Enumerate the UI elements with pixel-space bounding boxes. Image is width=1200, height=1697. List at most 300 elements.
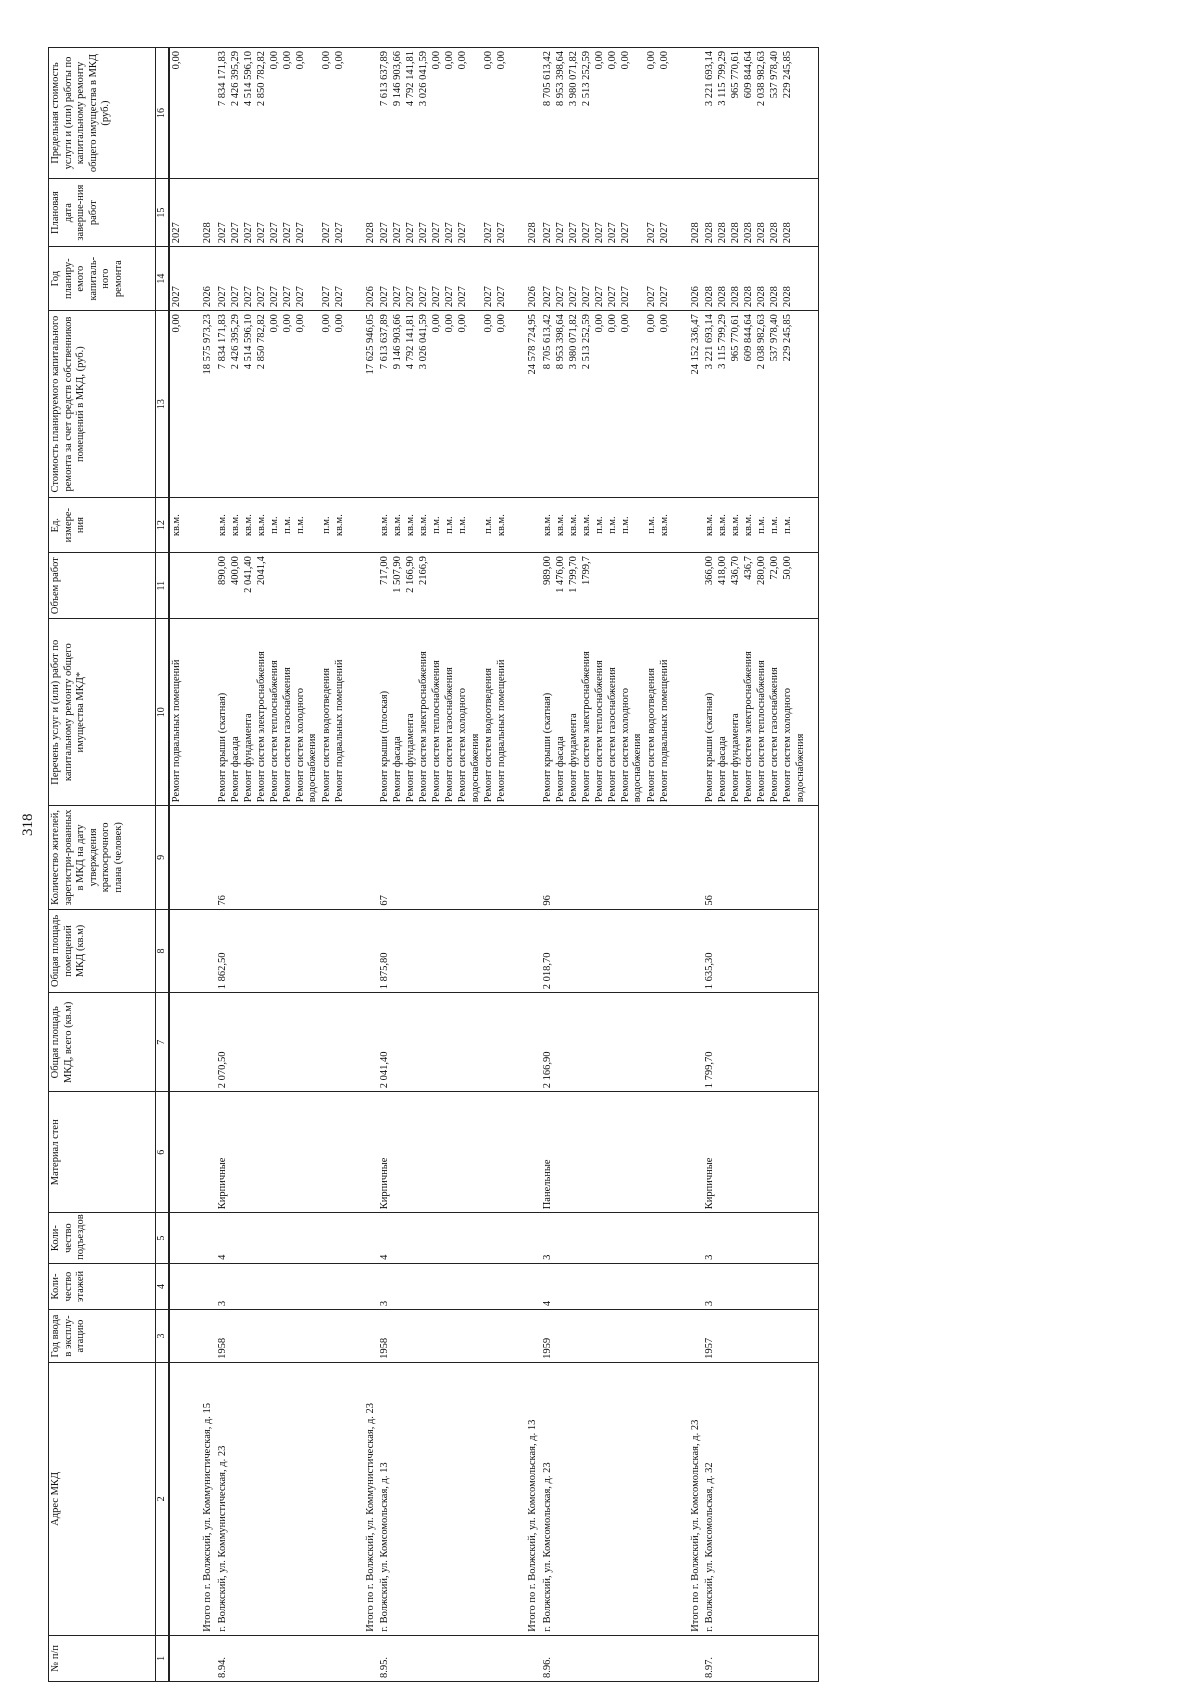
work-unit xyxy=(169,498,194,553)
work-volume-line xyxy=(431,556,444,615)
work-limit-cost-line: 0,00 xyxy=(281,51,293,70)
empty-cell xyxy=(194,1213,216,1264)
commission-year: 1959 xyxy=(541,1310,682,1363)
empty-cell xyxy=(682,619,704,806)
work-unit-line: п.м. xyxy=(769,516,781,534)
work-unit-line: п.м. xyxy=(294,516,306,534)
work-name-line: Ремонт систем холодного водоснабжения xyxy=(294,688,319,803)
empty-cell xyxy=(682,1263,704,1309)
work-limit-cost-line: 0,00 xyxy=(606,51,618,70)
premises-area: 1 862,50 xyxy=(216,909,357,993)
work-name-line: Ремонт фасада xyxy=(554,736,566,803)
column-number-15: 15 xyxy=(156,179,170,247)
total-area: 1 799,70 xyxy=(703,993,819,1092)
work-limit-cost xyxy=(703,48,819,179)
work-volume-line xyxy=(444,556,457,615)
work-cost-line: 2 513 252,59 xyxy=(580,314,592,370)
work-cost-line: 3 115 799,29 xyxy=(717,314,729,369)
work-cost-line: 0,00 xyxy=(171,314,182,333)
column-number-8: 8 xyxy=(156,909,170,993)
total-area xyxy=(169,993,194,1092)
work-unit-line: п.м. xyxy=(320,516,332,534)
column-header-10: Перечень услуг и (или) работ по капитальному ремонту общего имущества МКД* xyxy=(49,619,156,806)
work-end-date-line: 2028 xyxy=(704,222,716,244)
work-volume-line: 1799,7 xyxy=(580,556,592,586)
work-end-date-line: 2027 xyxy=(418,222,430,244)
empty-cell xyxy=(194,806,216,909)
work-cost xyxy=(703,311,819,498)
work-volume-line: 436,70 xyxy=(730,556,742,586)
work-end-date-line: 2027 xyxy=(606,222,618,244)
work-cost-line: 9 146 903,66 xyxy=(392,314,404,370)
empty-cell xyxy=(682,1092,704,1213)
column-number-4: 4 xyxy=(156,1263,170,1309)
work-limit-cost-line: 609 844,64 xyxy=(743,51,755,99)
work-year-line: 2027 xyxy=(229,286,241,308)
work-name-line: Ремонт систем газоснабжения xyxy=(281,667,293,803)
work-volume-line: 50,00 xyxy=(782,556,794,580)
work-limit-cost-line: 0,00 xyxy=(294,51,306,70)
work-cost-line: 965 770,61 xyxy=(730,314,742,362)
work-cost-line: 0,00 xyxy=(483,314,495,333)
work-volume-line: 2041,4 xyxy=(255,556,267,586)
work-end-date xyxy=(541,179,682,247)
work-year-line: 2027 xyxy=(431,286,443,308)
work-end-date-line: 2027 xyxy=(593,222,605,244)
work-limit-cost-line: 3 221 693,14 xyxy=(704,51,716,107)
work-cost-line: 0,00 xyxy=(606,314,618,333)
work-unit-line: п.м. xyxy=(756,516,768,534)
empty-cell xyxy=(519,1263,541,1309)
work-year-line: 2027 xyxy=(333,286,345,308)
work-name-line: Ремонт крыши (скатная) xyxy=(704,692,716,803)
column-number-13: 13 xyxy=(156,311,170,498)
work-limit-cost-line: 9 146 903,66 xyxy=(392,51,404,107)
column-header-2: Адрес МКД xyxy=(49,1362,156,1635)
total-cost: 17 625 946,05 xyxy=(357,311,379,498)
work-limit-cost xyxy=(169,48,194,179)
total-area: 2 166,90 xyxy=(541,993,682,1092)
wall-material xyxy=(169,1092,194,1213)
page-number-text: 318 xyxy=(20,813,36,836)
work-name-line: Ремонт крыши (плоская) xyxy=(379,690,391,803)
row-number xyxy=(194,1635,216,1681)
work-limit-cost-line: 0,00 xyxy=(483,51,495,70)
work-cost-line: 0,00 xyxy=(444,314,456,333)
empty-cell xyxy=(194,909,216,993)
work-cost-line: 8 705 613,42 xyxy=(541,314,553,370)
work-year-line: 2028 xyxy=(756,286,768,308)
entrances-count xyxy=(169,1213,194,1264)
work-volume xyxy=(169,553,194,619)
total-cost: 24 578 724,95 xyxy=(519,311,541,498)
work-limit-cost-line: 8 953 398,64 xyxy=(554,51,566,107)
column-number-5: 5 xyxy=(156,1213,170,1264)
work-end-date-line: 2027 xyxy=(268,222,280,244)
work-unit-line: кв.м. xyxy=(392,514,404,537)
work-end-date xyxy=(169,179,194,247)
work-volume-line xyxy=(646,556,659,615)
work-limit-cost-line: 0,00 xyxy=(320,51,332,70)
floors-count: 3 xyxy=(378,1263,519,1309)
work-end-date-line: 2028 xyxy=(730,222,742,244)
work-limit-cost-line: 3 115 799,29 xyxy=(717,51,729,106)
work-end-date-line: 2027 xyxy=(379,222,391,244)
column-number-14: 14 xyxy=(156,247,170,311)
capital-repair-table xyxy=(48,47,819,1682)
work-limit-cost-line: 0,00 xyxy=(619,51,631,70)
work-name-line: Ремонт фасада xyxy=(392,736,404,803)
work-limit-cost-line: 4 792 141,81 xyxy=(405,51,417,107)
work-year-line: 2027 xyxy=(216,286,228,308)
commission-year: 1957 xyxy=(703,1310,819,1363)
work-end-date-line: 2027 xyxy=(658,222,670,244)
work-unit-line: кв.м. xyxy=(242,514,254,537)
work-name-line: Ремонт систем холодного водоснабжения xyxy=(782,688,806,803)
work-volume-line: 72,00 xyxy=(769,556,781,580)
wall-material: Панельные xyxy=(541,1092,682,1213)
work-volume-line xyxy=(295,556,321,615)
work-name-line: Ремонт фасада xyxy=(717,736,729,803)
work-unit-line: кв.м. xyxy=(379,514,391,537)
floors-count: 3 xyxy=(216,1263,357,1309)
work-limit-cost xyxy=(541,48,682,179)
work-cost xyxy=(378,311,519,498)
work-cost-line: 3 221 693,14 xyxy=(704,314,716,370)
floors-count xyxy=(169,1263,194,1309)
residents-count: 67 xyxy=(378,806,519,909)
wall-material: Кирпичные xyxy=(378,1092,519,1213)
row-number xyxy=(519,1635,541,1681)
work-end-date-line: 2028 xyxy=(717,222,729,244)
work-year xyxy=(703,247,819,311)
work-cost-line: 3 026 041,59 xyxy=(418,314,430,370)
work-end-date-line: 2027 xyxy=(320,222,332,244)
work-end-date-line: 2027 xyxy=(496,222,508,244)
work-name xyxy=(541,619,682,806)
work-unit-line: п.м. xyxy=(645,516,657,534)
work-volume xyxy=(378,553,519,619)
work-cost-line: 609 844,64 xyxy=(743,314,755,362)
empty-cell xyxy=(682,993,704,1092)
work-limit-cost-line: 2 426 395,29 xyxy=(229,51,241,107)
commission-year xyxy=(169,1310,194,1363)
column-number-12: 12 xyxy=(156,498,170,553)
work-year-line: 2028 xyxy=(782,286,794,308)
work-year-line: 2027 xyxy=(541,286,553,308)
row-number: 8.97. xyxy=(703,1635,819,1681)
empty-cell xyxy=(519,1213,541,1264)
work-year-line: 2027 xyxy=(418,286,430,308)
work-limit-cost-line: 7 834 171,83 xyxy=(216,51,228,107)
work-limit-cost-line: 0,00 xyxy=(268,51,280,70)
work-cost-line: 0,00 xyxy=(457,314,469,333)
work-volume-line: 436,7 xyxy=(743,556,755,580)
building-address: г. Волжский, ул. Комсомольская, д. 13 xyxy=(378,1362,519,1635)
work-name-line: Ремонт систем водоотведения xyxy=(320,668,332,803)
work-year-line: 2027 xyxy=(379,286,391,308)
work-unit-line: кв.м. xyxy=(554,514,566,537)
work-name-line: Ремонт систем теплоснабжения xyxy=(756,660,768,803)
work-volume-line xyxy=(282,556,295,615)
empty-cell xyxy=(357,498,379,553)
empty-cell xyxy=(682,806,704,909)
work-cost xyxy=(169,311,194,498)
work-year xyxy=(216,247,357,311)
work-end-date-line: 2028 xyxy=(756,222,768,244)
empty-cell xyxy=(519,498,541,553)
work-end-date-line: 2027 xyxy=(431,222,443,244)
work-volume-line: 1 799,70 xyxy=(567,556,579,593)
work-limit-cost-line: 0,00 xyxy=(457,51,469,70)
work-cost-line: 4 792 141,81 xyxy=(405,314,417,370)
work-name-line: Ремонт крыши (скатная) xyxy=(216,692,228,803)
work-name-line: Ремонт фундамента xyxy=(730,713,742,803)
row-number: 8.95. xyxy=(378,1635,519,1681)
total-year: 2026 xyxy=(519,247,541,311)
empty-cell xyxy=(194,993,216,1092)
empty-cell xyxy=(519,619,541,806)
work-unit-line: кв.м. xyxy=(704,514,716,537)
building-row xyxy=(216,48,357,1682)
work-name-line: Ремонт систем водоотведения xyxy=(483,668,495,803)
building-row xyxy=(703,48,819,1682)
premises-area: 1 875,80 xyxy=(378,909,519,993)
work-year-line: 2027 xyxy=(567,286,579,308)
work-year-line: 2027 xyxy=(554,286,566,308)
rotated-table-container xyxy=(48,47,1158,1682)
commission-year: 1958 xyxy=(378,1310,519,1363)
work-name-line: Ремонт подвальных помещений xyxy=(496,659,508,803)
work-limit-cost-line: 7 613 637,89 xyxy=(379,51,391,107)
work-end-date-line: 2027 xyxy=(457,222,469,244)
work-year-line: 2027 xyxy=(658,286,670,308)
column-number-1: 1 xyxy=(156,1635,170,1681)
work-cost xyxy=(541,311,682,498)
column-header-11: Объем работ xyxy=(49,553,156,619)
row-number: 8.94. xyxy=(216,1635,357,1681)
row-number xyxy=(682,1635,704,1681)
work-volume-line xyxy=(171,556,184,615)
work-unit-line: п.м. xyxy=(483,516,495,534)
work-limit-cost xyxy=(216,48,357,179)
work-volume-line xyxy=(269,556,282,615)
work-cost xyxy=(216,311,357,498)
work-name-line: Ремонт систем электроснабжения xyxy=(255,651,267,803)
work-name-line: Ремонт подвальных помещений xyxy=(171,659,182,803)
entrances-count: 4 xyxy=(378,1213,519,1264)
row-number xyxy=(169,1635,194,1681)
work-end-date-line: 2027 xyxy=(333,222,345,244)
work-name-line: Ремонт крыши (скатная) xyxy=(541,692,553,803)
empty-cell xyxy=(519,909,541,993)
residents-count: 96 xyxy=(541,806,682,909)
work-volume-line xyxy=(620,556,646,615)
work-year-line: 2027 xyxy=(294,286,306,308)
work-limit-cost-line: 3 026 041,59 xyxy=(418,51,430,107)
work-name-line: Ремонт систем водоотведения xyxy=(645,668,657,803)
column-number-9: 9 xyxy=(156,806,170,909)
total-address: Итого по г. Волжский, ул. Комсомольская, д. 23 xyxy=(682,1362,704,1635)
work-year-line: 2027 xyxy=(645,286,657,308)
work-name-line: Ремонт подвальных помещений xyxy=(658,659,670,803)
work-limit-cost-line: 0,00 xyxy=(444,51,456,70)
work-year-line: 2027 xyxy=(606,286,618,308)
work-year-line: 2028 xyxy=(769,286,781,308)
work-unit-line: кв.м. xyxy=(418,514,430,537)
entrances-count: 4 xyxy=(216,1213,357,1264)
work-name-line: Ремонт систем холодного водоснабжения xyxy=(619,688,644,803)
work-end-date-line: 2028 xyxy=(782,222,794,244)
column-header-12: Ед. измере-ния xyxy=(49,498,156,553)
work-name xyxy=(703,619,819,806)
empty-cell xyxy=(357,1263,379,1309)
total-cost: 18 575 973,23 xyxy=(194,311,216,498)
empty-cell xyxy=(682,553,704,619)
work-cost-line: 7 613 637,89 xyxy=(379,314,391,370)
work-cost-line: 7 834 171,83 xyxy=(216,314,228,370)
column-header-1: № п/п xyxy=(49,1635,156,1681)
total-row xyxy=(357,48,379,1682)
work-cost-line: 2 038 982,63 xyxy=(756,314,768,370)
column-header-3: Год ввода в эксплу-атацию xyxy=(49,1310,156,1363)
total-year: 2026 xyxy=(194,247,216,311)
work-year-line: 2027 xyxy=(242,286,254,308)
work-year-line: 2027 xyxy=(171,286,182,308)
work-limit-cost-line: 965 770,61 xyxy=(730,51,742,99)
work-end-date-line: 2027 xyxy=(216,222,228,244)
total-address: Итого по г. Волжский, ул. Коммунистическая, д. 23 xyxy=(357,1362,379,1635)
work-cost-line: 0,00 xyxy=(294,314,306,333)
work-unit-line: п.м. xyxy=(606,516,618,534)
work-end-date-line: 2027 xyxy=(645,222,657,244)
column-header-5: Коли-чество подъездов xyxy=(49,1213,156,1264)
work-cost-line: 0,00 xyxy=(496,314,508,333)
empty-cell xyxy=(682,498,704,553)
work-volume-line: 400,00 xyxy=(229,556,241,586)
work-year-line: 2027 xyxy=(255,286,267,308)
work-unit-line: кв.м. xyxy=(658,514,670,537)
building-address: г. Волжский, ул. Коммунистическая, д. 23 xyxy=(216,1362,357,1635)
work-unit-line: кв.м. xyxy=(333,514,345,537)
work-end-date-line: 2027 xyxy=(242,222,254,244)
residents-count xyxy=(169,806,194,909)
work-name-line: Ремонт систем электроснабжения xyxy=(743,651,755,803)
work-end-date-line: 2027 xyxy=(483,222,495,244)
empty-cell xyxy=(194,1092,216,1213)
total-end: 2028 xyxy=(194,179,216,247)
empty-cell xyxy=(194,619,216,806)
work-cost-line: 3 980 071,82 xyxy=(567,314,579,370)
work-end-date-line: 2027 xyxy=(444,222,456,244)
column-header-14: Год планиру-емого капиталь-ного ремонта xyxy=(49,247,156,311)
work-name-line: Ремонт систем теплоснабжения xyxy=(268,660,280,803)
work-year-line: 2028 xyxy=(743,286,755,308)
work-name-line: Ремонт подвальных помещений xyxy=(333,659,345,803)
empty-cell xyxy=(357,909,379,993)
work-unit xyxy=(378,498,519,553)
work-unit-line: кв.м. xyxy=(567,514,579,537)
work-volume-line: 2 166,90 xyxy=(405,556,417,593)
work-cost-line: 0,00 xyxy=(593,314,605,333)
column-header-4: Коли-чество этажей xyxy=(49,1263,156,1309)
work-unit-line: кв.м. xyxy=(743,514,755,537)
work-limit-cost-line: 0,00 xyxy=(431,51,443,70)
work-limit-cost-line: 8 705 613,42 xyxy=(541,51,553,107)
premises-area: 2 018,70 xyxy=(541,909,682,993)
work-year-line: 2027 xyxy=(320,286,332,308)
table-header xyxy=(49,48,170,1682)
work-name-line: Ремонт систем теплоснабжения xyxy=(593,660,605,803)
work-end-date-line: 2027 xyxy=(580,222,592,244)
work-limit-cost-line: 4 514 596,10 xyxy=(242,51,254,107)
total-area: 2 070,50 xyxy=(216,993,357,1092)
total-row xyxy=(519,48,541,1682)
work-year-line: 2028 xyxy=(717,286,729,308)
total-cost: 24 152 336,47 xyxy=(682,311,704,498)
total-limit xyxy=(194,48,216,179)
work-end-date-line: 2027 xyxy=(171,222,182,244)
work-year-line: 2027 xyxy=(580,286,592,308)
work-volume-line: 717,00 xyxy=(379,556,391,586)
work-end-date-line: 2028 xyxy=(769,222,781,244)
work-year-line: 2027 xyxy=(593,286,605,308)
work-cost-line: 0,00 xyxy=(658,314,670,333)
premises-area xyxy=(169,909,194,993)
work-end-date xyxy=(703,179,819,247)
building-address: г. Волжский, ул. Комсомольская, д. 32 xyxy=(703,1362,819,1635)
work-limit-cost-line: 0,00 xyxy=(333,51,345,70)
work-end-date-line: 2027 xyxy=(405,222,417,244)
work-unit-line: кв.м. xyxy=(496,514,508,537)
column-number-16: 16 xyxy=(156,48,170,179)
work-end-date-line: 2027 xyxy=(567,222,579,244)
work-volume-line: 280,00 xyxy=(756,556,768,586)
empty-cell xyxy=(194,553,216,619)
total-end: 2028 xyxy=(357,179,379,247)
work-year-line: 2028 xyxy=(730,286,742,308)
empty-cell xyxy=(519,993,541,1092)
work-end-date-line: 2027 xyxy=(281,222,293,244)
work-cost-line: 4 514 596,10 xyxy=(242,314,254,370)
empty-cell xyxy=(357,993,379,1092)
empty-cell xyxy=(357,1213,379,1264)
wall-material: Кирпичные xyxy=(216,1092,357,1213)
column-number-6: 6 xyxy=(156,1092,170,1213)
work-year-line: 2027 xyxy=(496,286,508,308)
column-header-9: Количество жителей, зарегистри-рованных в МКД на дату утверждения краткосрочного плана (человек) xyxy=(49,806,156,909)
empty-cell xyxy=(357,553,379,619)
work-unit-line: п.м. xyxy=(431,516,443,534)
total-row xyxy=(194,48,216,1682)
work-cost-line: 537 978,40 xyxy=(769,314,781,362)
work-end-date-line: 2027 xyxy=(554,222,566,244)
column-header-13: Стоимость планируемого капитального ремонта за счет средств собственников помещений в МКД, (руб.) xyxy=(49,311,156,498)
total-year: 2026 xyxy=(682,247,704,311)
work-volume-line: 418,00 xyxy=(717,556,729,586)
empty-cell xyxy=(194,498,216,553)
column-header-16: Предельная стоимость услуги и (или) работы по капитальному ремонту общего имущества в МКД (руб.) xyxy=(49,48,156,179)
building-address xyxy=(169,1362,194,1635)
work-cost-line: 0,00 xyxy=(281,314,293,333)
table-body xyxy=(169,48,819,1682)
work-unit-line: кв.м. xyxy=(541,514,553,537)
column-header-6: Материал стен xyxy=(49,1092,156,1213)
work-unit-line: кв.м. xyxy=(405,514,417,537)
work-limit-cost-line: 2 850 782,82 xyxy=(255,51,267,107)
total-year: 2026 xyxy=(357,247,379,311)
empty-cell xyxy=(357,1310,379,1363)
